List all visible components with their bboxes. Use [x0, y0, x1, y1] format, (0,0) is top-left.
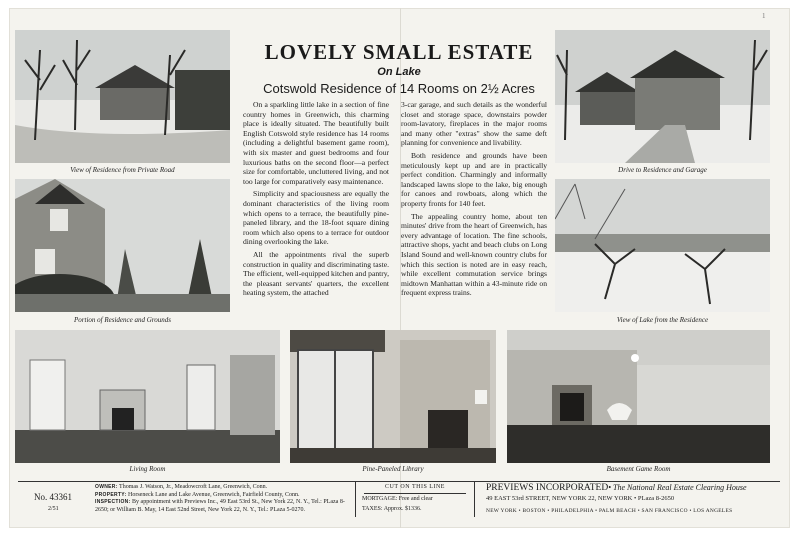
paragraph: The appealing country home, about ten minutes' drive from the heart of Greenwich, has every advantage of location. The fine schools, attractive shops, yacht and beach clubs on Long Island Sound and well-known country clubs for which this section is noted are in easy reach, while excellent commutation service brings midtown Manhattan within a 43-minute ride on frequent express trains. [401, 211, 547, 298]
paragraph-continued: 3-car garage, and such details as the wonderful closet and storage space, downstairs powder room-lavatory, fireplaces in the major rooms and many other "extras" show the same deft planning for convenience and livability. [401, 100, 547, 148]
previews-address: 49 EAST 53rd STREET, NEW YORK 22, NEW YORK • PLaza 8-2650 [486, 495, 675, 502]
taxes-info: TAXES: Approx. $1336. [362, 506, 422, 512]
caption-game-room: Basement Game Room [606, 465, 671, 473]
owner-details [95, 484, 345, 514]
caption-residence-grounds: Portion of Residence and Grounds [74, 316, 171, 324]
cut-line-label: CUT ON THIS LINE [385, 484, 445, 490]
paragraph: All the appointments rival the superb construction in quality and discriminating taste. The efficient, well-equipped kitchen and pantry, the pleasant servants' quarters, the excellent heating system, the attached [243, 249, 389, 298]
photo-game-room [507, 330, 770, 463]
page-subtitle: On Lake [377, 66, 421, 78]
previews-cities: NEW YORK • BOSTON • PHILADELPHIA • PALM BEACH • SAN FRANCISCO • LOS ANGELES [486, 508, 733, 514]
owner-label: OWNER: [95, 484, 118, 490]
listing-date: 2/51 [48, 506, 59, 512]
paragraph: Both residence and grounds have been meticulously kept up and are in practically perfect condition. Charmingly and informally landscaped lawns slope to the lake, big enough for canoes and rowboats, along which the property fronts for 140 feet. [401, 150, 547, 208]
previews-tagline: • The National Real Estate Clearing House [608, 483, 747, 492]
inspection-text: By appointment with Previews Inc., 49 East 53rd St., New York 22, N. Y., Tel.: PLaza 8-2650; or William B. May, 14 East 52nd Street, New York 22, N. Y., Tel.: PLaza 5-0270. [95, 499, 345, 513]
cut-box [355, 481, 475, 517]
page-title: LOVELY SMALL ESTATE [264, 40, 534, 64]
caption-private-road: View of Residence from Private Road [70, 166, 175, 174]
property-label: PROPERTY: [95, 491, 127, 498]
listing-number: No. 43361 [34, 492, 72, 502]
previews-name: PREVIEWS INCORPORATED [486, 483, 609, 493]
mortgage-info: MORTGAGE: Free and clear [362, 496, 433, 502]
caption-drive-garage: Drive to Residence and Garage [618, 166, 707, 174]
paragraph: Simplicity and spaciousness are equally the dominant characteristics of the living room which opens to a terrace, the beautifully pine-paneled library, and the 18-foot square dining room which also opens to a terrace for outdoor dining overlooking the lake. [243, 189, 389, 247]
caption-library: Pine-Paneled Library [362, 465, 424, 473]
body-column-2 [401, 100, 547, 301]
photo-living-room [15, 330, 280, 463]
cut-line [364, 493, 466, 494]
photo-private-road [15, 30, 230, 163]
body-column-1 [243, 100, 389, 301]
inspection-label: INSPECTION: [95, 499, 131, 506]
paragraph: On a sparkling little lake in a section of fine country homes in Greenwich, this charming place is ideally situated. The beautifully built English Cotswold style residence has 14 rooms (including a delightful basement game room), with six master and guest bedrooms and four luxurious baths on the second floor—a perfect size for comfortable, uncluttered living, and not too large for comparatively easy maintenance. [243, 100, 389, 186]
photo-residence-grounds [15, 179, 230, 312]
page-mark: 1 [762, 12, 766, 20]
page-subheading: Cotswold Residence of 14 Rooms on 2½ Acres [263, 81, 535, 96]
photo-drive-garage [555, 30, 770, 163]
caption-lake-view: View of Lake from the Residence [616, 316, 709, 324]
previews-header [486, 483, 776, 493]
property-text: Horseneck Lane and Lake Avenue, Greenwich, Fairfield County, Conn. [128, 491, 300, 498]
photo-library [290, 330, 496, 463]
caption-living-room: Living Room [129, 465, 166, 473]
owner-text: Thomas J. Watson, Jr., Meadowcroft Lane, Greenwich, Conn. [119, 484, 268, 490]
photo-lake-view [555, 179, 770, 312]
